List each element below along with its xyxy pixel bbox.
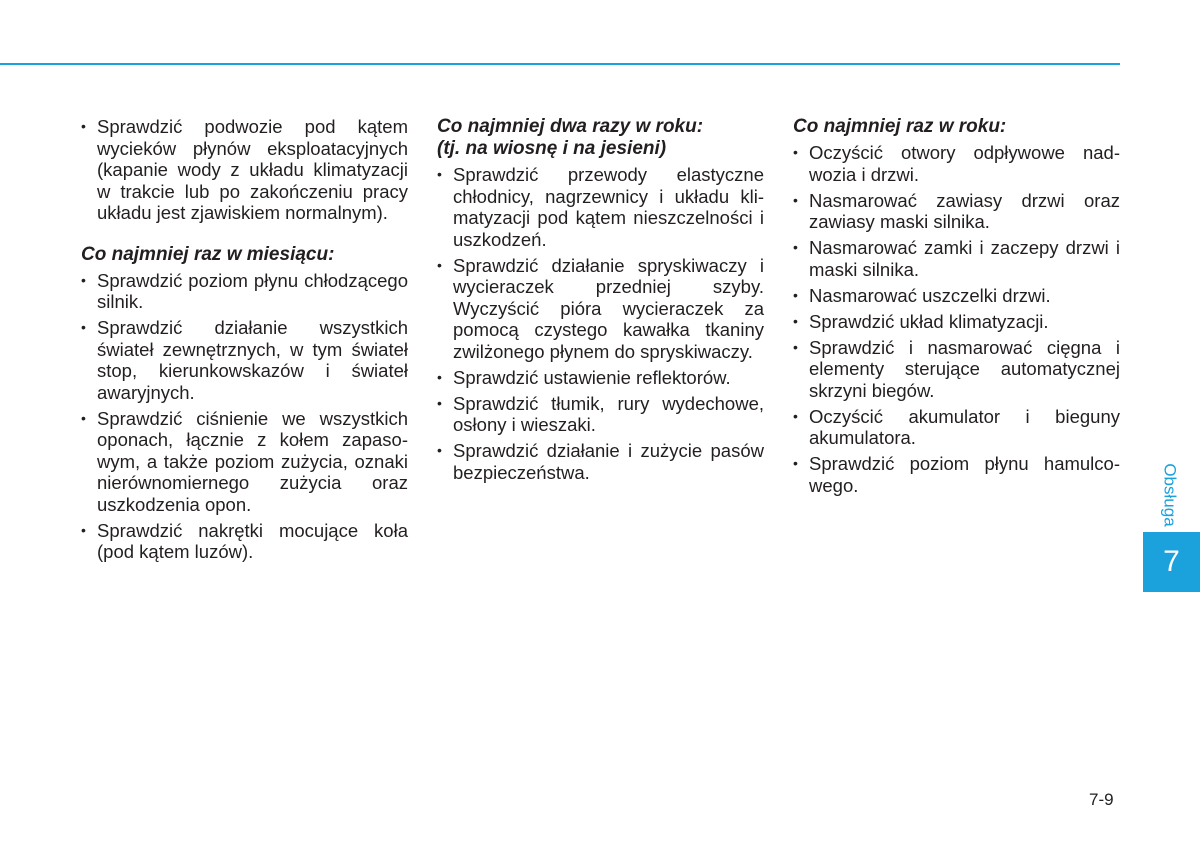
- list-item: • Sprawdzić ustawienie reflektorów.: [437, 367, 764, 389]
- section-heading-yearly: Co najmniej raz w roku:: [793, 116, 1007, 137]
- chapter-tab: 7: [1143, 532, 1200, 592]
- list-item: • Sprawdzić działanie wszystkich świateł zewnętrznych, w tym świateł stop, kierunkowskazów i świateł awaryjnych.: [81, 317, 408, 403]
- list-item: • Sprawdzić układ klimatyzacji.: [793, 311, 1120, 333]
- list-item: • Sprawdzić przewody elastyczne chłodnicy, nagrzewnicy i układu klimatyzacji pod kątem nieszczelności i uszkodzeń.: [437, 164, 764, 250]
- list-item: • Nasmarować uszczelki drzwi.: [793, 285, 1120, 307]
- list-item: • Sprawdzić poziom płynu chłodzącego silnik.: [81, 270, 408, 313]
- list-item: • Sprawdzić i nasmarować cięgna i elementy sterujące automatycznej skrzyni biegów.: [793, 337, 1120, 402]
- list-item: • Sprawdzić podwozie pod kątem wycieków płynów eksploatacyjnych (kapanie wody z układu klimatyzacji w trakcie lub po zakończeniu pracy układu jest zjawiskiem normalnym).: [81, 116, 408, 224]
- list-item: • Oczyścić otwory odpływowe nadwozia i drzwi.: [793, 142, 1120, 185]
- list-item: • Nasmarować zawiasy drzwi oraz zawiasy maski silnika.: [793, 190, 1120, 233]
- heading-line-2: (tj. na wiosnę i na jesieni): [437, 138, 667, 159]
- section-side-label: [1150, 458, 1190, 532]
- column-1: [81, 116, 408, 567]
- top-divider-line: [0, 63, 1120, 65]
- list-item: • Sprawdzić działanie i zużycie pasów bezpieczeństwa.: [437, 440, 764, 483]
- section-label-text: Obsługa: [1161, 463, 1181, 527]
- heading-line-1: Co najmniej dwa razy w roku:: [437, 116, 704, 137]
- section-heading-twice-yearly: [437, 116, 764, 160]
- list-item: • Sprawdzić ciśnienie we wszystkich oponach, łącznie z kołem zapasowym, a także poziom zużycia, oznaki nierównomiernego zużycia oraz uszkodzenia opon.: [81, 408, 408, 516]
- monthly-bullet-list: [81, 270, 408, 563]
- yearly-bullet-list: [793, 142, 1120, 496]
- column-3: [793, 116, 1120, 501]
- list-item: • Sprawdzić nakrętki mocujące koła (pod kątem luzów).: [81, 520, 408, 563]
- list-item: • Sprawdzić tłumik, rury wydechowe, osłony i wieszaki.: [437, 393, 764, 436]
- list-item: • Sprawdzić działanie spryskiwaczy i wycieraczek przedniej szyby. Wyczyścić pióra wycieraczek za pomocą czystego kawałka tkaniny zwilżonego płynem do spryskiwaczy.: [437, 255, 764, 363]
- twice-yearly-bullet-list: [437, 164, 764, 483]
- list-item: • Oczyścić akumulator i bieguny akumulatora.: [793, 406, 1120, 449]
- list-item: • Nasmarować zamki i zaczepy drzwi i maski silnika.: [793, 237, 1120, 280]
- page-number: 7-9: [1089, 790, 1114, 809]
- column-2: [437, 116, 764, 488]
- section-heading-monthly: Co najmniej raz w miesiącu:: [81, 243, 335, 265]
- list-item: • Sprawdzić poziom płynu hamulcowego.: [793, 453, 1120, 496]
- intro-bullet-list: [81, 116, 408, 224]
